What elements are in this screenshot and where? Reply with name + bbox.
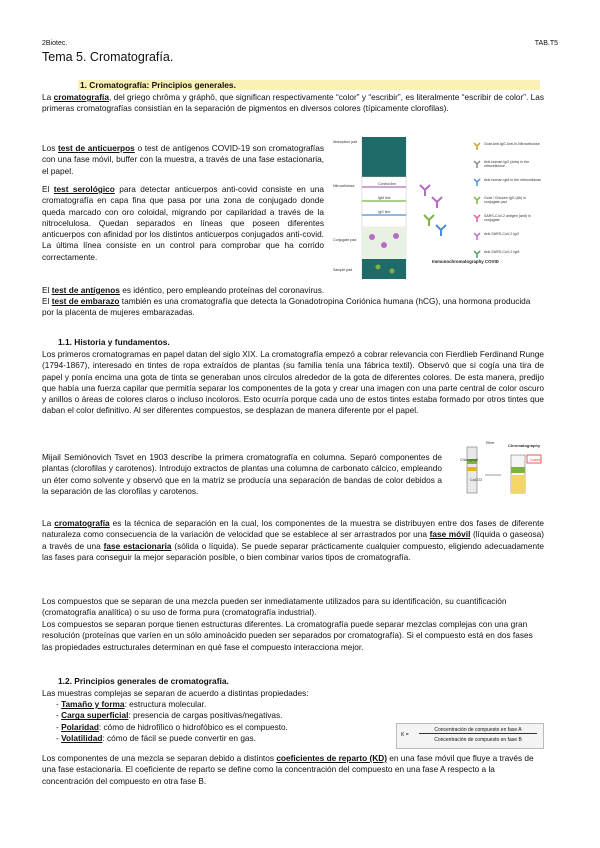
properties-list [56, 699, 386, 745]
line-label-control: Control line [378, 182, 397, 186]
formula-k-label: K = [401, 732, 409, 738]
figure2-label-caco3: CaCO3 [470, 478, 482, 482]
paragraph-definition: La cromatografía es la técnica de separación en la cual, los componentes de la muestra se distribuyen entre dos fases de diferente naturaleza como consecuencia de la variación de velocidad que se establece al ser arrastrados por una fase móvil (líquida o gaseosa) a través de una fase estacionaria (sólida o líquida). Se puede separar prácticamente cualquier compuesto, eligiendo adecuadamente las fases para conseguir la mejor separación posible, o bien combinar varios tipos de cromatografía. [42, 518, 544, 562]
section-heading-1-2: 1.2. Principios generales de cromatografía. [58, 676, 229, 686]
figure-caption-covid: Immunochromatography COVID [432, 259, 499, 264]
paragraph-intro: La cromatografía, del griego chrōma y gráphō, que significan respectivamente “color” y “escribir”, es literalmente “escribir de color”. Las primeras cromatografías consistían en la separación de pigmentos en diversos colores (típicamente clorofilas). [42, 92, 544, 114]
formula-denominator: Concentración de compuesto en fase B [434, 737, 522, 743]
page-title: Tema 5. Cromatografía. [42, 50, 174, 64]
paragraph-partition-coefficient: Los componentes de una mezcla se separan debido a distintos coeficientes de reparto (KD) en una fase móvil que fluye a través de una fase estacionaria. El coeficiente de reparto se define como la concentración del compuesto en una fase A respecto a la concentración del compuesto en otra fase B. [42, 753, 534, 786]
legend-item-2: Anti-human IgG (dots) in the nitrocellulose [484, 160, 530, 168]
paragraph-history-runge: Los primeros cromatogramas en papel datan del siglo XIX. La cromatografía empezó a cobrar relevancia con Fierdlieb Ferdinand Runge (1794-1867), interesado en tintes de ropa extraídos de plantas (su familia tenía una fábrica textil). Observó que si cogía una tira de papel y ponía encima una gota de tinta se generaban unos círculos alrededor de la gota de diferentes colores. De esta manera, predijo que había una fuerza capilar que permitía separar los componentes de la gota y crear una imagen con una parte central de color oscuro y anillos o áreas de colores claros o incluso incoloros. Esto ocurría porque cada uno de estos tintes estaba formado por otros tintes que daban el color definitivo. Al ser diferentes compuestos, se desplazan de manera diferente por el papel. [42, 349, 544, 416]
covid-immunochromatography-figure [332, 137, 542, 279]
paragraph-antibody-test: Los test de anticuerpos o test de antígenos COVID-19 son cromatografías con una fase móvil, buffer con la muestra, a través de una fase estacionaria, el papel. [42, 143, 324, 176]
header-left: 2Biotec. [42, 40, 68, 47]
line-label-igg: IgG line [378, 210, 391, 214]
partition-coefficient-formula [396, 723, 544, 749]
line-label-igm: IgM line [378, 196, 391, 200]
list-item: - Volatilidad: cómo de fácil se puede convertir en gas. [56, 733, 386, 744]
list-item: - Polaridad: cómo de hidrofílico o hidrofóbico es el compuesto. [56, 722, 386, 733]
zone-label-absorption: Absorption pad [333, 140, 358, 144]
paragraph-serologic-test: El test serológico para detectar anticuerpos anti-covid consiste en una cromatografía en capa fina que pasa por una zona de conjugado donde queda marcado con oro coloidal, migrando por capilaridad a través de la nitrocelulosa. Quedan separados en líneas que poseen diferentes anticuerpos con afinidad por los distintos anticuerpos conjugados anti-covid. La última línea consiste en un control para comprobar que ha corrido correctamente. [42, 184, 325, 262]
paragraph-structures: Los compuestos se separan porque tienen estructuras diferentes. La cromatografía puede separar mezclas complejas con una gran resolución (proteínas que varíen en un sólo aminoácido pueden ser separados por cromatografía). Si el compuesto está en dos fases las propiedades estructurales determinan en qué fase el compuesto interacciona mejor. [42, 619, 533, 652]
figure2-label-colors: Colors [530, 458, 541, 462]
legend-item-5: SARS-CoV-2 antigen (anti) in conjugate [484, 214, 531, 222]
paragraph-tsvet: Mijail Semiónovich Tsvet en 1903 describe la primera cromatografía en columna. Separó componentes de plantas (clorofilas y carotenos). Introdujo extractos de plantas una columna de carbonato cálcico, empleando un éter como solvente y observó que en la matriz se producía una separación de bandas de color debidos a la separación de las clorofilas y carotenos. [42, 452, 442, 496]
legend-item-7: Anti-SARS-CoV-2 IgM [484, 250, 520, 254]
paragraph-properties-intro: Las muestras complejas se separan de acuerdo a distintas propiedades: [42, 688, 309, 698]
list-item: - Tamaño y forma: estructura molecular. [56, 699, 386, 710]
column-chromatography-figure [455, 441, 545, 499]
figure2-label-ether: Ether [486, 441, 495, 445]
legend-item-6: Anti-SARS-CoV-2 IgG [484, 232, 520, 236]
legend-item-4: Goat / Chicken IgG (Ab) in conjugate pad [484, 196, 527, 204]
paragraph-antigen-test: El test de antígenos es idéntico, pero empleando proteínas del coronavirus. [42, 285, 325, 295]
figure2-label-chromatography: Chromatography [508, 443, 541, 448]
header-right: TAB.T5 [534, 40, 558, 47]
section-heading-1: 1. Cromatografía: Principios generales. [78, 80, 540, 90]
zone-label-nitrocellulose: Nitrocellulose [333, 184, 355, 188]
zone-label-sample: Sample pad [333, 268, 353, 272]
zone-label-conjugate: Conjugate pad [333, 238, 357, 242]
legend-item-3: Anti-human IgM in the nitrocellulose [484, 178, 542, 182]
legend-item-1: Goat Anti-IgG Anti-In-Nitrocellulose [484, 142, 540, 146]
formula-numerator: Concentración de compuesto en fase A [419, 727, 537, 734]
list-item: - Carga superficial: presencia de cargas positivas/negativas. [56, 710, 386, 721]
section-heading-1-1: 1.1. Historia y fundamentos. [58, 337, 170, 347]
paragraph-uses: Los compuestos que se separan de una mezcla pueden ser inmediatamente utilizados para su identificación, su cuantificación (cromatografía analítica) o su uso de forma pura (cromatografía industrial). [42, 596, 507, 618]
paragraph-pregnancy-test: El test de embarazo también es una cromatografía que detecta la Gonadotropina Coriónica humana (hCG), una hormona producida por la placenta de mujeres embarazadas. [42, 296, 531, 318]
figure2-label-chlorophyll: Chlorophyll [460, 458, 478, 462]
